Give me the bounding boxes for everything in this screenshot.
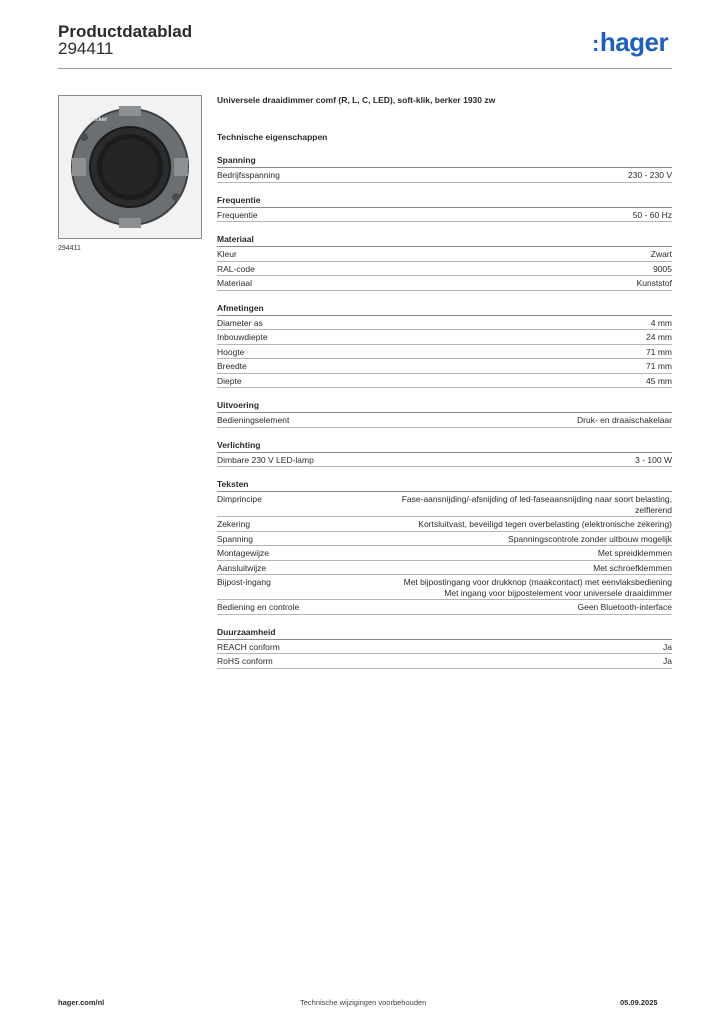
spec-section <box>217 479 672 615</box>
footer-date: 05.09.2025 <box>620 998 658 1007</box>
spec-key: RAL-code <box>217 263 255 274</box>
spec-row <box>217 316 672 331</box>
footer-notice: Technische wijzigingen voorbehouden <box>300 998 427 1007</box>
product-image <box>58 95 202 239</box>
spec-value: Spanningscontrole zonder uitbouw mogelijk <box>508 533 672 544</box>
spec-row <box>217 374 672 389</box>
spec-key: Frequentie <box>217 209 258 220</box>
spec-value: 9005 <box>653 263 672 274</box>
spec-key: RoHS conform <box>217 656 273 666</box>
spec-value: Kortsluitvast, beveiligd tegen overbelasting (elektronische zekering) <box>418 519 672 529</box>
spec-row <box>217 413 672 428</box>
spec-row <box>217 168 672 183</box>
spec-value: Kunststof <box>636 278 672 288</box>
spec-row <box>217 492 672 517</box>
spec-row <box>217 208 672 223</box>
spec-key: Bijpost-ingang <box>217 577 271 587</box>
footer-website[interactable]: hager.com/nl <box>58 998 105 1007</box>
spec-key: Materiaal <box>217 278 252 288</box>
spec-key: Bediening en controle <box>217 602 300 612</box>
spec-key: Breedte <box>217 361 247 371</box>
spec-row <box>217 247 672 262</box>
spec-section <box>217 440 672 468</box>
spec-value: Ja <box>663 656 672 666</box>
spec-value: 230 - 230 V <box>628 170 672 180</box>
spec-key: Dimbare 230 V LED-lamp <box>217 454 314 465</box>
section-heading: Verlichting <box>217 440 672 453</box>
spec-key: Spanning <box>217 533 253 544</box>
spec-key: Montagewijze <box>217 548 269 558</box>
section-heading: Materiaal <box>217 234 672 247</box>
spec-row <box>217 575 672 600</box>
spec-section <box>217 627 672 669</box>
tech-heading: Technische eigenschappen <box>217 132 328 142</box>
spec-key: Bedrijfsspanning <box>217 170 280 180</box>
section-heading: Duurzaamheid <box>217 627 672 640</box>
spec-row <box>217 546 672 561</box>
spec-key: Inbouwdiepte <box>217 332 268 342</box>
product-number: 294411 <box>58 39 114 58</box>
spec-row <box>217 640 672 655</box>
spec-row <box>217 532 672 547</box>
section-heading: Uitvoering <box>217 400 672 413</box>
spec-value: Met bijpostingang voor drukknop (maakcontact) met eenvlaksbediening Met ingang voor bijpostelement voor universele draaidimmer <box>403 577 672 598</box>
spec-row <box>217 600 672 615</box>
hager-logo: :hager <box>592 27 669 57</box>
section-heading: Afmetingen <box>217 303 672 316</box>
section-heading: Teksten <box>217 479 672 492</box>
spec-key: Bedieningselement <box>217 415 290 425</box>
spec-value: Druk- en draaischakelaar <box>577 415 672 425</box>
spec-value: Zwart <box>650 249 672 259</box>
spec-key: Kleur <box>217 249 237 259</box>
product-title: Universele draaidimmer comf (R, L, C, LED), soft-klik, berker 1930 zw <box>217 95 496 105</box>
spec-value: 45 mm <box>646 375 672 386</box>
image-caption: 294411 <box>58 245 81 252</box>
image-brand-label: berker <box>89 117 108 123</box>
spec-section <box>217 303 672 389</box>
spec-section <box>217 400 672 428</box>
spec-value: Geen Bluetooth-interface <box>577 602 672 612</box>
header-divider <box>58 68 672 69</box>
spec-value: Met schroefklemmen <box>593 562 672 573</box>
spec-value: 4 mm <box>650 317 672 328</box>
spec-value: 24 mm <box>646 332 672 342</box>
spec-row <box>217 517 672 532</box>
spec-key: Aansluitwijze <box>217 562 267 573</box>
dimmer-illustration <box>59 96 201 238</box>
content <box>217 95 672 681</box>
spec-key: Diameter as <box>217 317 263 328</box>
spec-value: Ja <box>663 641 672 652</box>
page-title: Productdatablad <box>58 22 193 41</box>
spec-key: Diepte <box>217 375 242 386</box>
spec-row <box>217 345 672 360</box>
spec-section <box>217 195 672 223</box>
spec-row <box>217 453 672 468</box>
section-heading: Frequentie <box>217 195 672 208</box>
spec-section <box>217 234 672 291</box>
spec-value: 50 - 60 Hz <box>632 209 672 220</box>
spec-section <box>217 155 672 183</box>
spec-sections <box>217 155 672 669</box>
spec-value: 71 mm <box>646 361 672 371</box>
spec-value: 3 - 100 W <box>635 454 672 465</box>
spec-key: Hoogte <box>217 346 245 357</box>
spec-row <box>217 330 672 345</box>
spec-row <box>217 359 672 374</box>
spec-key: Zekering <box>217 519 251 529</box>
spec-row <box>217 561 672 576</box>
spec-row <box>217 262 672 277</box>
spec-key: Dimprincipe <box>217 494 262 504</box>
spec-value: Fase-aansnijding/-afsnijding of led-faseaansnijding naar soort belasting, zelflerend <box>401 494 672 515</box>
spec-value: Met spreidklemmen <box>597 548 672 558</box>
spec-key: REACH conform <box>217 641 280 652</box>
section-heading: Spanning <box>217 155 672 168</box>
spec-row <box>217 654 672 669</box>
spec-row <box>217 276 672 291</box>
spec-value: 71 mm <box>646 346 672 357</box>
